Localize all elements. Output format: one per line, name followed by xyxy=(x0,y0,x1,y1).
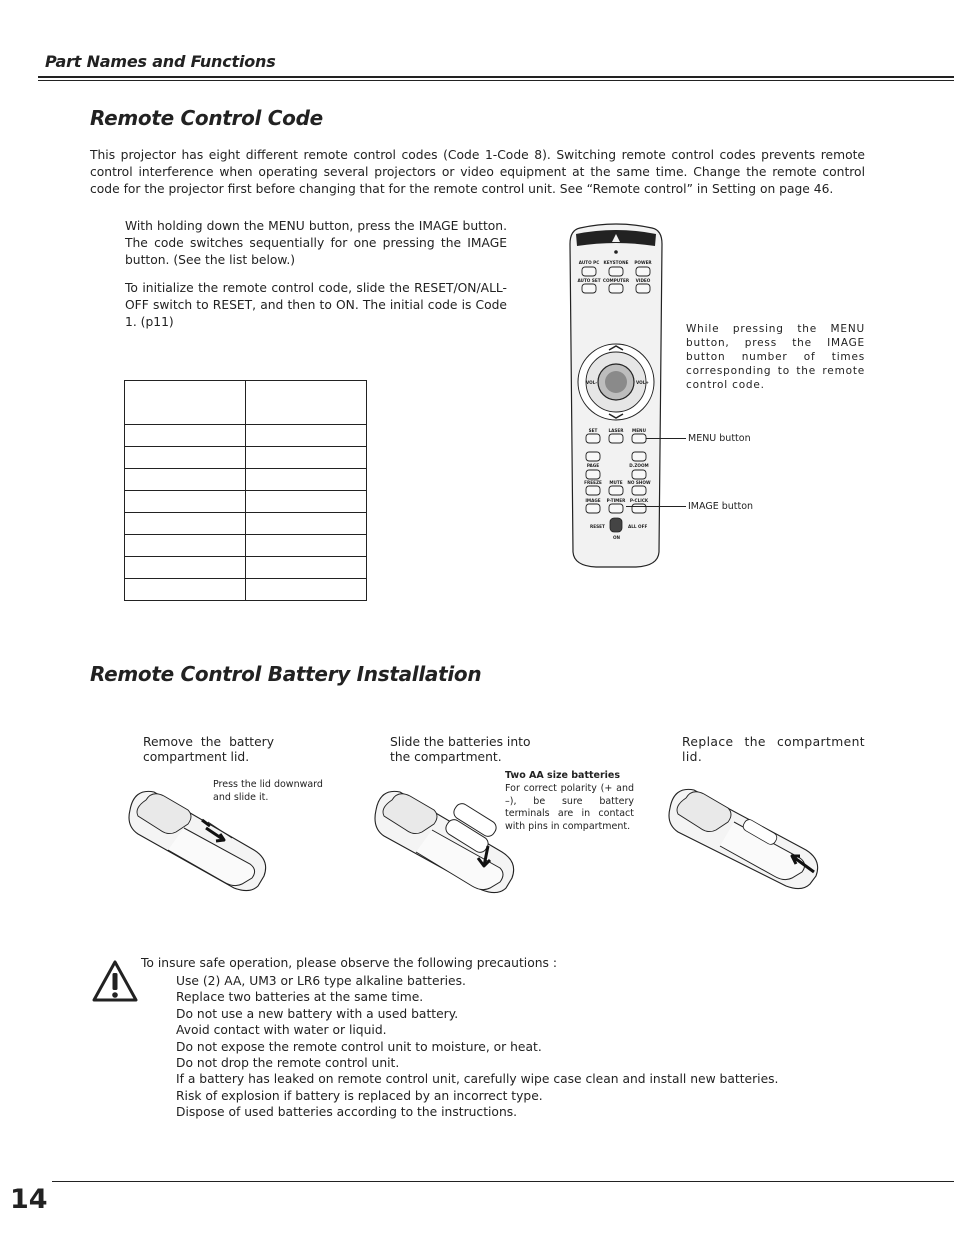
table-cell xyxy=(125,447,246,469)
remote-btn-label: IMAGE xyxy=(585,498,601,503)
table-cell xyxy=(125,513,246,535)
table-cell xyxy=(246,513,367,535)
remote-btn-label: COMPUTER xyxy=(602,278,630,283)
remote-btn-label: LASER xyxy=(608,428,624,433)
remote-btn-label: NO SHOW xyxy=(627,480,651,485)
precaution-item: Do not drop the remote control unit. xyxy=(176,1056,400,1071)
precaution-item: Do not expose the remote control unit to moisture, or heat. xyxy=(176,1039,542,1054)
remote-btn-label: VIDEO xyxy=(635,278,651,283)
battery-step-2-note: For correct polarity (+ and –), be sure battery terminals are in contact with pins in compartment. xyxy=(505,783,634,832)
menu-leader-line xyxy=(646,438,686,439)
precaution-item: Dispose of used batteries according to the instructions. xyxy=(176,1105,518,1120)
battery-step-2-note-title: Two AA size batteries xyxy=(505,770,621,781)
remote-btn-label: P-TIMER xyxy=(606,498,626,503)
table-cell xyxy=(246,491,367,513)
section-header: Part Names and Functions xyxy=(45,52,276,71)
remote-btn-label: AUTO SET xyxy=(577,278,601,283)
insert-batteries-illustration xyxy=(370,782,518,900)
remote-alloff-label: ALL OFF xyxy=(628,524,648,529)
remote-code-instruction: With holding down the MENU button, press the IMAGE button. The code switches sequentially for one pressing the IMAGE button. (See the list below.) xyxy=(125,219,507,267)
page-number: 14 xyxy=(10,1184,48,1215)
menu-button-label: MENU button xyxy=(688,433,751,444)
table-cell xyxy=(125,557,246,579)
header-rule xyxy=(38,76,954,78)
remote-control-illustration xyxy=(566,222,666,570)
replace-lid-illustration xyxy=(664,782,824,892)
precaution-item: Do not use a new battery with a used battery. xyxy=(176,1006,459,1021)
battery-step-3: Replace the compartment lid. xyxy=(682,735,865,764)
precaution-item: Avoid contact with water or liquid. xyxy=(176,1023,387,1038)
table-cell xyxy=(246,579,367,601)
table-header-row xyxy=(125,381,367,425)
table-cell xyxy=(125,469,246,491)
table-cell xyxy=(125,425,246,447)
remote-code-intro: This projector has eight different remote control codes (Code 1-Code 8). Switching remote control codes prevents remote control interference when operating several projectors or video equipment at the same time. Change the remote control code for the projector first before changing that for the remote control unit. See “Remote control” in Setting on page 46. xyxy=(90,148,865,196)
safety-intro: To insure safe operation, please observe the following precautions : xyxy=(141,956,557,970)
precaution-item: Use (2) AA, UM3 or LR6 type alkaline batteries. xyxy=(176,974,466,988)
precaution-item: Risk of explosion if battery is replaced by an incorrect type. xyxy=(176,1088,543,1103)
footer-rule xyxy=(52,1181,954,1182)
battery-step-1: Remove the battery compartment lid. xyxy=(143,735,274,764)
remote-btn-label: KEYSTONE xyxy=(603,260,629,265)
table-cell xyxy=(125,579,246,601)
table-header-cell xyxy=(246,381,367,425)
safety-precautions-list xyxy=(176,973,778,1121)
remote-code-title: Remote Control Code xyxy=(90,106,323,130)
remote-code-initialize: To initialize the remote control code, slide the RESET/ON/ALL-OFF switch to RESET, and then to ON. The initial code is Code 1. (p11) xyxy=(125,281,507,329)
battery-title: Remote Control Battery Installation xyxy=(90,662,482,686)
table-header-cell xyxy=(125,381,246,425)
battery-step-1-note: Press the lid downward and slide it. xyxy=(213,779,323,803)
table-cell xyxy=(246,557,367,579)
remote-btn-label: D.ZOOM xyxy=(629,463,649,468)
remote-vol-minus: VOL- xyxy=(586,380,598,385)
table-row xyxy=(125,447,367,469)
code-table xyxy=(124,380,367,601)
remote-btn-label: SET xyxy=(588,428,598,433)
remote-note: While pressing the MENU button, press the IMAGE button number of times corresponding to the remote control code. xyxy=(686,323,865,391)
table-cell xyxy=(125,535,246,557)
table-cell xyxy=(246,535,367,557)
table-row xyxy=(125,579,367,601)
table-row xyxy=(125,513,367,535)
battery-step-2: Slide the batteries into the compartment. xyxy=(390,735,531,764)
remote-on-label: ON xyxy=(613,535,621,540)
table-row xyxy=(125,469,367,491)
table-cell xyxy=(246,447,367,469)
precaution-item: If a battery has leaked on remote control unit, carefully wipe case clean and install new batteries. xyxy=(176,1072,779,1087)
remote-vol-plus: VOL+ xyxy=(636,380,649,385)
image-leader-line xyxy=(626,506,686,507)
remote-btn-label: P-CLICK xyxy=(629,498,649,503)
image-button-label: IMAGE button xyxy=(688,501,754,512)
table-row xyxy=(125,491,367,513)
table-cell xyxy=(246,469,367,491)
remote-btn-label: FREEZE xyxy=(584,480,602,485)
warning-icon xyxy=(92,960,138,1002)
remote-btn-label: MUTE xyxy=(609,480,623,485)
remote-reset-label: RESET xyxy=(590,524,605,529)
table-row xyxy=(125,557,367,579)
precaution-item: Replace two batteries at the same time. xyxy=(176,990,424,1005)
table-cell xyxy=(125,491,246,513)
remote-btn-label: POWER xyxy=(634,260,652,265)
table-row xyxy=(125,535,367,557)
table-cell xyxy=(246,425,367,447)
remote-btn-label: AUTO PC xyxy=(578,260,600,265)
table-row xyxy=(125,425,367,447)
remote-btn-label: MENU xyxy=(632,428,646,433)
remove-lid-illustration xyxy=(124,782,269,897)
remote-btn-label: PAGE xyxy=(586,463,600,468)
header-rule-thin xyxy=(38,80,954,81)
